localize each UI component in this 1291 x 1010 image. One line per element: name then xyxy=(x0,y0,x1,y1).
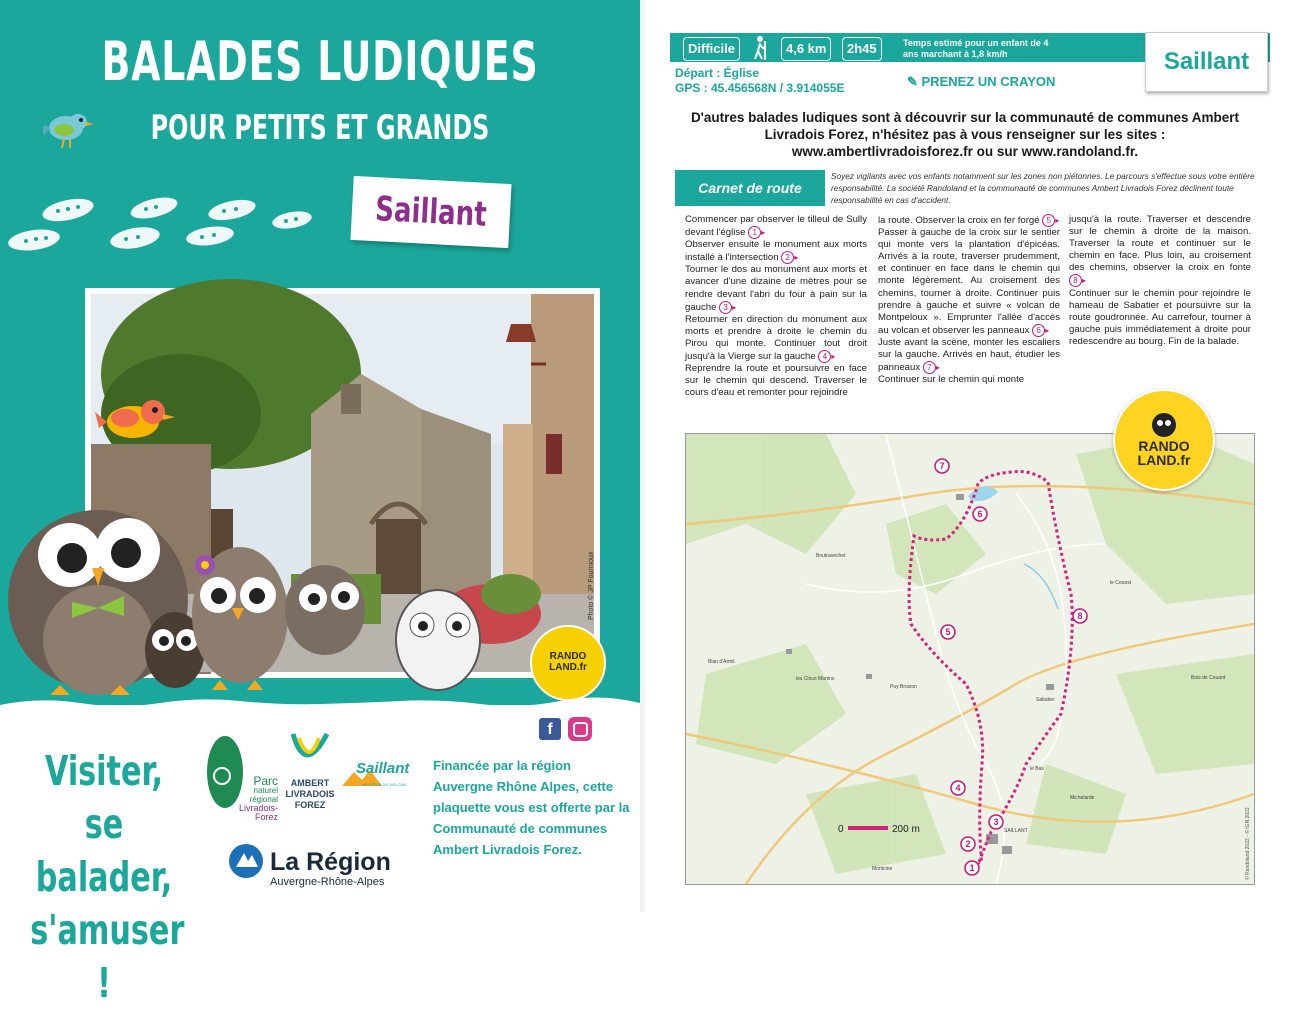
arrow-icon: ▸ xyxy=(1082,276,1087,286)
la-region-logo xyxy=(228,843,391,888)
parc-logo-text xyxy=(218,774,278,822)
step-number-marker: 8 xyxy=(1069,274,1082,287)
arrow-icon: ▸ xyxy=(1045,325,1050,335)
title-line-1: BALADES LUDIQUES xyxy=(101,30,539,93)
pencil-prompt-text: PRENEZ UN CRAYON xyxy=(921,74,1056,89)
map-label-puy-broizon: Puy Broizon xyxy=(890,684,917,690)
svg-text:0: 0 xyxy=(838,824,844,835)
map-label-bois-de-couard: Bois de Couard xyxy=(1191,675,1226,681)
randoland-badge-label: RANDO LAND.fr xyxy=(1137,438,1191,468)
map-label-sabatier: Sabatier xyxy=(1036,697,1055,703)
departure-label: Départ : Église xyxy=(675,66,760,80)
route-step xyxy=(685,239,867,264)
parc-line-3: régional xyxy=(249,795,278,804)
route-step xyxy=(1069,214,1251,288)
cover-page xyxy=(0,0,640,1007)
route-step-text: Observer ensuite le monument aux morts installé à l'intersection xyxy=(685,239,867,264)
route-step xyxy=(685,214,867,239)
map-marker-7[interactable] xyxy=(935,459,949,473)
route-step-text: Retourner en direction du monument aux morts et prendre à droite le chemin du Pirou qui monte. Continuer tout droit jusqu'à la Vierge sur la gauche xyxy=(685,313,867,363)
route-step xyxy=(878,227,1060,337)
route-step xyxy=(685,314,867,363)
route-step-text: Continuer sur le chemin qui monte xyxy=(878,374,1025,386)
slogan-line-3: s'amuser ! xyxy=(30,906,185,1007)
hiker-icon xyxy=(751,35,769,61)
ambert-line-1: AMBERT xyxy=(290,778,330,788)
pencil-icon: ✎ xyxy=(907,74,922,89)
step-number-marker: 5 xyxy=(1042,214,1055,227)
step-number-marker: 4 xyxy=(818,350,831,363)
gps-coordinates: GPS : 45.456568N / 3.914055E xyxy=(675,81,845,95)
map-label-montcine: Montcine xyxy=(872,866,893,872)
orange-bird-icon xyxy=(95,392,177,452)
map-marker-2[interactable] xyxy=(961,837,975,851)
map-marker-3[interactable] xyxy=(989,815,1003,829)
route-step-text: Continuer sur le chemin pour rejoindre le hameau de Sabatier et poursuivre sur la route goudronnée. Au carrefour, tourner à gauche puis immédiatement à droite pour redescendre au bourg. Fin de la balade. xyxy=(1069,287,1251,347)
route-step xyxy=(1069,288,1251,348)
map-label-le-couest: le Couest xyxy=(1110,580,1132,586)
map-label-saillant: SAILLANT xyxy=(1004,828,1028,834)
svg-text:4: 4 xyxy=(955,783,961,793)
photo-credit: Photo © JP Fournioux xyxy=(588,551,595,620)
torn-edge-decoration xyxy=(0,693,640,713)
map-canvas xyxy=(686,434,1254,884)
svg-text:3: 3 xyxy=(993,817,999,827)
route-step xyxy=(685,264,867,313)
owls-illustration xyxy=(0,490,490,705)
parc-line-4: Livradois-Forez xyxy=(238,803,278,822)
distance-badge: 4,6 km xyxy=(781,37,831,61)
route-step xyxy=(878,214,1060,227)
route-step-text: Tourner le dos au monument aux morts et avancer d'une dizaine de mètres pour se rendre devant l'abri du four à pain sur la gauche xyxy=(685,264,867,313)
route-step xyxy=(878,374,1060,386)
ambert-line-2: LIVRADOIS xyxy=(285,789,335,799)
svg-text:8: 8 xyxy=(1077,611,1083,621)
instagram-icon[interactable] xyxy=(568,717,592,741)
parc-line-2: naturel xyxy=(253,786,278,795)
slogan-line-1: Visiter, xyxy=(44,747,164,795)
step-number-marker: 6 xyxy=(1032,324,1045,337)
ambert-line-3: FOREZ xyxy=(294,800,326,810)
arrow-icon: ▸ xyxy=(732,302,737,312)
town-tag-label: Saillant xyxy=(374,189,488,235)
randoland-badge xyxy=(1113,389,1215,491)
arrow-icon: ▸ xyxy=(935,363,940,373)
svg-text:1: 1 xyxy=(969,863,975,873)
route-step-text: la route. Observer la croix en fer forgé xyxy=(878,215,1043,226)
carnet-de-route-header: Carnet de route xyxy=(675,170,825,206)
step-number-marker: 2 xyxy=(781,251,794,264)
map-label-le-bas: le Bas xyxy=(1030,766,1044,772)
title-line-2: POUR PETITS ET GRANDS xyxy=(150,108,490,148)
region-title: La Région xyxy=(270,848,391,876)
websites-link[interactable]: www.ambertlivradoisforez.fr ou sur www.randoland.fr. xyxy=(791,144,1139,159)
route-step-text: Passer à gauche de la croix sur le sentier qui monte vers la plantation d'épicéas. Arrivés à la route, traverser prudemment, et continuer en face dans le chemin qui monte légèrement. Au croisement des chemins, tourner à droite. Continuer puis prendre à gauche et suivre « volcan de Montpeloux ». Emprunter l'allée d'accès au volcan et observer les panneaux xyxy=(878,227,1060,336)
route-step-text: Commencer par observer le tilleul de Sully devant l'église xyxy=(685,214,867,239)
route-map[interactable] xyxy=(685,433,1255,885)
time-estimate: Temps estimé pour un enfant de 4 ans marchant à 1,8 km/h xyxy=(903,38,1049,59)
route-column-2 xyxy=(878,214,1060,386)
visiter-slogan xyxy=(30,745,185,1010)
step-number-marker: 3 xyxy=(719,301,732,314)
intro-paragraph: D'autres balades ludiques sont à découvrir sur la communauté de communes Ambert Livradois Forez, n'hésitez pas à vous renseigner sur les sites : xyxy=(690,110,1240,142)
svg-text:7: 7 xyxy=(939,461,945,471)
svg-text:200 m: 200 m xyxy=(892,824,920,835)
route-step-text: jusqu'à la route. Traverser et descendre sur le chemin à droite de la maison. Traverser la route et continuer sur le chemin en face. Plus loin, au croisement des chemins, observer la croix en fonte xyxy=(1069,214,1251,274)
intro-text xyxy=(675,109,1255,160)
map-marker-5[interactable] xyxy=(941,625,955,639)
ambert-logo xyxy=(275,728,345,828)
parc-naturel-logo xyxy=(200,732,280,822)
saillant-logo xyxy=(342,760,422,800)
region-subtitle: Auvergne-Rhône-Alpes xyxy=(270,876,385,888)
facebook-icon[interactable]: f xyxy=(539,718,561,740)
svg-text:5: 5 xyxy=(945,627,951,637)
duration-badge: 2h45 xyxy=(842,37,882,61)
arrow-icon: ▸ xyxy=(831,352,836,362)
randoland-badge-small-label: RANDO LAND.fr xyxy=(549,651,587,673)
map-label-clous-martins: les Clous Martins xyxy=(796,676,835,682)
arrow-icon: ▸ xyxy=(761,228,766,238)
map-label-blan-darmil: Blan d'Armil xyxy=(708,659,735,665)
difficulty-badge: Difficile xyxy=(683,37,740,61)
town-title: Saillant xyxy=(1145,32,1268,92)
map-marker-6[interactable] xyxy=(973,507,987,521)
map-label-michelarde: Michelarde xyxy=(1070,795,1095,801)
randoland-badge-small xyxy=(530,625,606,701)
departure-info xyxy=(675,66,844,96)
pencil-prompt xyxy=(907,74,1055,90)
route-column-3 xyxy=(1069,214,1251,348)
svg-text:2: 2 xyxy=(965,839,971,849)
route-page xyxy=(645,0,1291,912)
arrow-icon: ▸ xyxy=(1055,216,1060,225)
bird-icon xyxy=(40,108,96,150)
route-step-text: Reprendre la route et poursuivre en face sur le chemin qui descend. Traverser le cours d'eau et remonter pour rejoindre xyxy=(685,363,867,399)
town-tag xyxy=(350,176,511,248)
ambert-logo-text xyxy=(275,778,345,811)
ambert-logo-icon xyxy=(275,728,345,778)
funding-notice: Financée par la région Auvergne Rhône Alpes, cette plaquette vous est offerte par la Communauté de communes Ambert Livradois Forez. xyxy=(433,758,630,857)
svg-text:6: 6 xyxy=(977,509,983,519)
route-step xyxy=(685,363,867,399)
route-column-1 xyxy=(685,214,867,399)
step-number-marker: 7 xyxy=(923,361,936,374)
map-copyright: © Randoland 2022 - © IGN 2022 xyxy=(1245,807,1251,880)
arrow-icon: ▸ xyxy=(794,253,799,263)
safety-warning: Soyez vigilants avec vos enfants notamment sur les zones non piétonnes. Le parcours s'effectue sous votre entière responsabilité. La société Randoland et la communauté de communes Ambert Livradois Forez déclinent toute responsabilité en cas d'accident. xyxy=(831,171,1255,205)
region-logo-icon xyxy=(228,843,264,879)
saillant-logo-text: Saillant xyxy=(356,760,410,777)
footprints-decoration xyxy=(0,190,320,270)
map-label-boutravechet: Boutravéchet xyxy=(816,553,846,559)
parc-line-1: Parc xyxy=(253,774,278,788)
map-marker-8[interactable] xyxy=(1073,609,1087,623)
route-step xyxy=(878,337,1060,374)
instagram-glyph xyxy=(573,722,588,737)
slogan-line-2: se balader, xyxy=(35,800,173,901)
saillant-logo-sub: AU CŒUR DU VOLCAN xyxy=(362,782,406,787)
route-step-text: Juste avant la scène, monter les escaliers sur la gauche. Arrivés en haut, étudier les panneaux xyxy=(878,336,1060,374)
map-marker-1[interactable] xyxy=(965,861,979,875)
step-number-marker: 1 xyxy=(748,226,761,239)
map-marker-4[interactable] xyxy=(951,781,965,795)
